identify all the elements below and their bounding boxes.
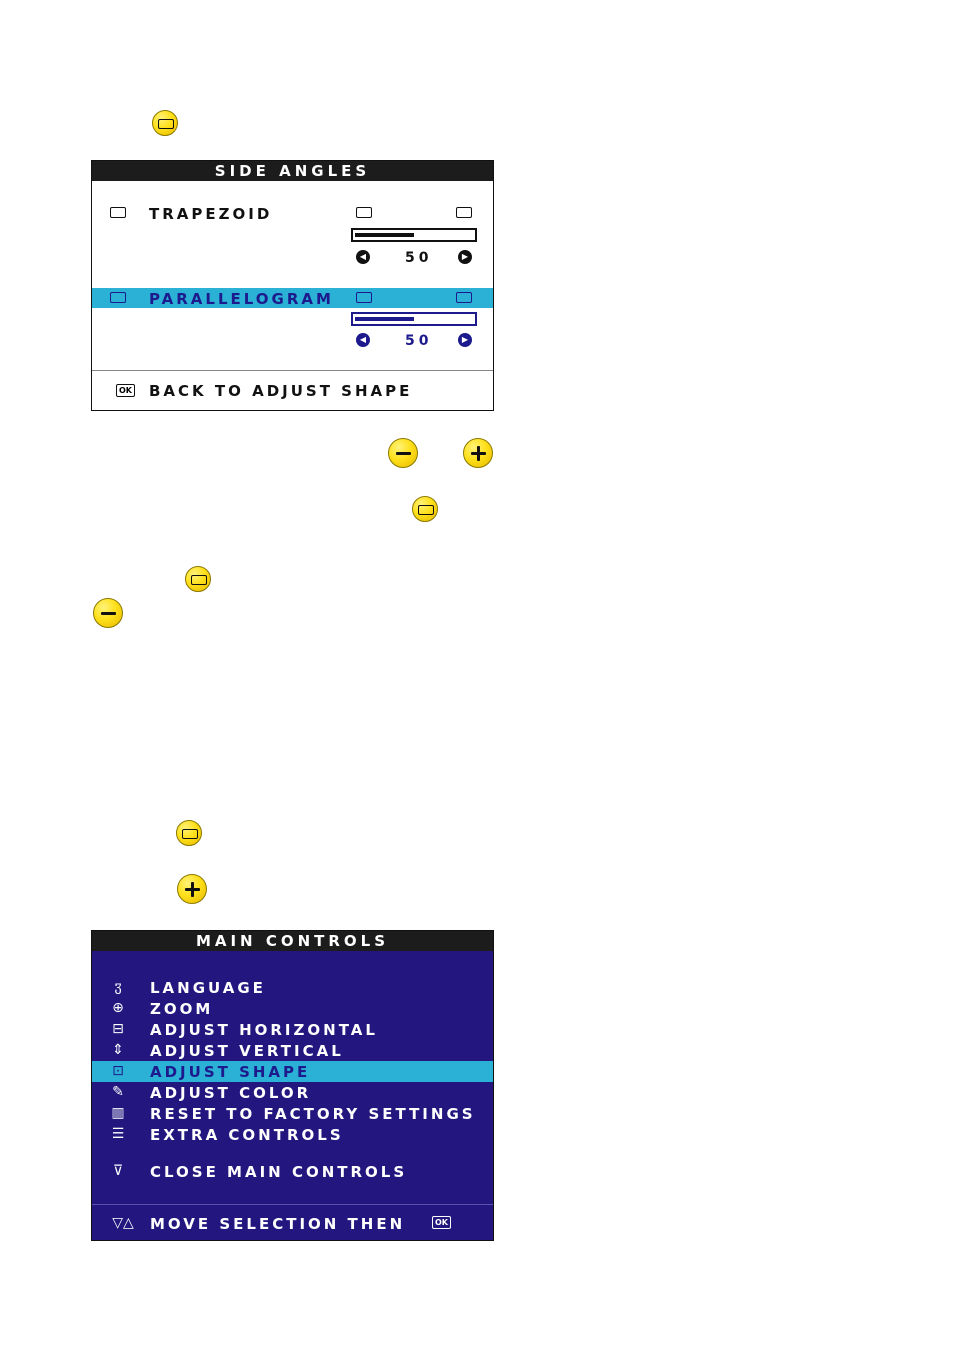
- menu-item-adjust-horizontal[interactable]: [92, 1019, 493, 1040]
- menu-item-close-main-controls[interactable]: [92, 1161, 493, 1182]
- menu-item-label: ADJUST COLOR: [150, 1084, 312, 1102]
- footer-hint: [92, 1213, 493, 1234]
- plus-button-icon: [177, 874, 207, 904]
- parallelogram-right-icon: [456, 292, 472, 303]
- ok-button-icon: [185, 566, 211, 592]
- down-arrow-icon: ⊽: [112, 1163, 124, 1179]
- menu-item-zoom[interactable]: [92, 998, 493, 1019]
- main-controls-title: MAIN CONTROLS: [92, 931, 493, 951]
- shape-icon: ⊡: [112, 1063, 124, 1079]
- trapezoid-value: 50: [405, 250, 433, 266]
- right-arrow-icon: ▶: [458, 333, 472, 347]
- footer-label: MOVE SELECTION THEN: [150, 1215, 406, 1233]
- side-angles-title: SIDE ANGLES: [92, 161, 493, 181]
- vertical-icon: ⇕: [112, 1042, 124, 1058]
- trapezoid-narrow-icon: [356, 207, 372, 218]
- menu-item-language[interactable]: [92, 977, 493, 998]
- menu-item-adjust-shape[interactable]: [92, 1061, 493, 1082]
- horizontal-icon: ⊟: [112, 1021, 124, 1037]
- menu-item-label: LANGUAGE: [150, 979, 266, 997]
- up-down-arrows-icon: ▽△: [112, 1215, 134, 1231]
- trapezoid-slider-fill: [355, 233, 414, 237]
- trapezoid-slider[interactable]: [351, 228, 477, 242]
- back-to-adjust-shape[interactable]: BACK TO ADJUST SHAPE: [149, 382, 413, 400]
- menu-item-reset-factory[interactable]: [92, 1103, 493, 1124]
- main-controls-panel: [91, 930, 494, 1241]
- language-icon: ჳ: [114, 979, 122, 995]
- parallelogram-label: PARALLELOGRAM: [149, 290, 334, 308]
- factory-icon: ▥: [111, 1105, 125, 1121]
- parallelogram-slider[interactable]: [351, 312, 477, 326]
- plus-button-icon: [463, 438, 493, 468]
- menu-item-label: RESET TO FACTORY SETTINGS: [150, 1105, 476, 1123]
- menu-item-label: EXTRA CONTROLS: [150, 1126, 344, 1144]
- menu-item-adjust-vertical[interactable]: [92, 1040, 493, 1061]
- left-arrow-icon: ◀: [356, 333, 370, 347]
- divider: [92, 1204, 493, 1205]
- menu-item-label: ADJUST HORIZONTAL: [150, 1021, 378, 1039]
- parallelogram-icon: [110, 292, 126, 303]
- menu-item-label: ZOOM: [150, 1000, 214, 1018]
- extra-controls-icon: ☰: [111, 1126, 125, 1142]
- minus-button-icon: [93, 598, 123, 628]
- parallelogram-left-icon: [356, 292, 372, 303]
- menu-item-label: CLOSE MAIN CONTROLS: [150, 1163, 408, 1181]
- ok-button-icon: [152, 110, 178, 136]
- ok-button-icon: [412, 496, 438, 522]
- menu-item-adjust-color[interactable]: [92, 1082, 493, 1103]
- color-palette-icon: ✎: [112, 1084, 124, 1100]
- divider: [92, 370, 493, 371]
- menu-item-extra-controls[interactable]: [92, 1124, 493, 1145]
- ok-icon: OK: [432, 1216, 451, 1229]
- left-arrow-icon: ◀: [356, 250, 370, 264]
- menu-item-label: ADJUST VERTICAL: [150, 1042, 344, 1060]
- right-arrow-icon: ▶: [458, 250, 472, 264]
- side-angles-panel: [91, 160, 494, 411]
- trapezoid-wide-icon: [456, 207, 472, 218]
- trapezoid-icon: [110, 207, 126, 218]
- parallelogram-slider-fill: [355, 317, 414, 321]
- menu-item-label: ADJUST SHAPE: [150, 1063, 311, 1081]
- zoom-icon: ⊕: [112, 1000, 124, 1016]
- parallelogram-value: 50: [405, 333, 433, 349]
- ok-button-icon: [176, 820, 202, 846]
- trapezoid-label: TRAPEZOID: [149, 205, 273, 223]
- ok-icon: OK: [116, 384, 135, 397]
- minus-button-icon: [388, 438, 418, 468]
